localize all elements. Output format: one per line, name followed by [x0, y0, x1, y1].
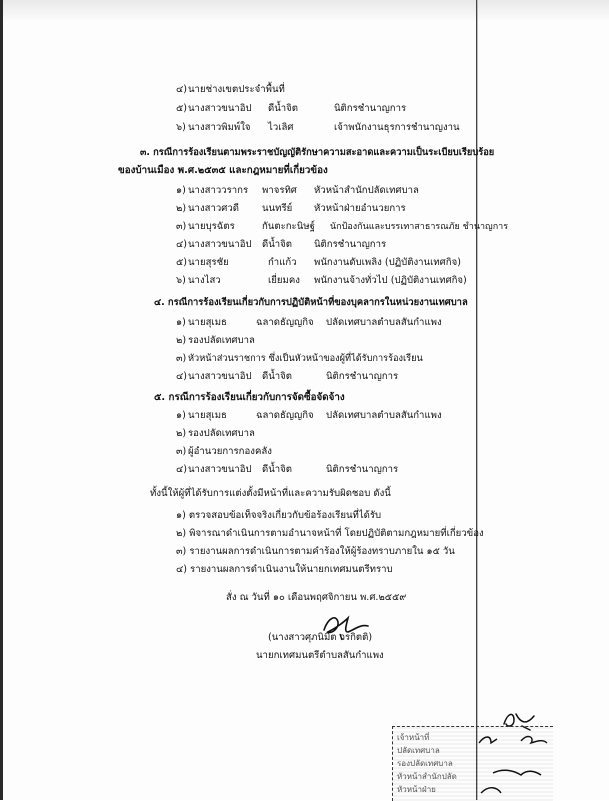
- item-number: ๑): [176, 185, 186, 196]
- list-item: [176, 371, 496, 383]
- duty-item: ๑) ตรวจสอบข้อเท็จจริงเกี่ยวกับข้อร้องเรียนที่ได้รับ: [176, 510, 382, 521]
- duty-item: ๒) พิจารณาดำเนินการตามอำนาจหน้าที่ โดยปฏิบัติตามกฎหมายที่เกี่ยวข้อง: [176, 528, 484, 539]
- section-3-title-line2: ของบ้านเมือง พ.ศ.๒๕๓๕ และกฎหมายที่เกี่ยวข้อง: [118, 165, 328, 176]
- list-item: [176, 239, 496, 251]
- member-name: หัวหน้าส่วนราชการ ซึ่งเป็นหัวหน้าของผู้ที่ได้รับการร้องเรียน: [188, 353, 423, 364]
- member-name: นางสาวศวดี: [188, 203, 239, 214]
- member-position: นิติกรชำนาญการ: [326, 371, 399, 382]
- member-name: นางสาวขนาอิป: [188, 464, 252, 475]
- member-surname: ดีน้ำจิต: [262, 371, 293, 382]
- member-position: นักป้องกันและบรรเทาสาธารณภัย ชำนาญการ: [330, 222, 509, 232]
- list-item: [176, 335, 476, 347]
- item-number: ๕): [176, 257, 188, 268]
- duty-item: ๔) รายงานผลการดำเนินงานให้นายกเทศมนตรีทราบ: [176, 564, 393, 575]
- member-surname: กำแก้ว: [268, 257, 297, 268]
- stamp-line: ปลัดเทศบาล: [397, 746, 440, 755]
- list-item: [176, 275, 496, 287]
- item-number: ๔): [176, 464, 188, 475]
- member-surname: กันตะกะนิษฐ์: [262, 221, 315, 232]
- item-number: ๑): [176, 410, 186, 421]
- member-name: นายสุรชัย: [188, 257, 229, 268]
- member-position: พนักงานดับเพลิง (ปฏิบัติงานเทศกิจ): [314, 257, 461, 268]
- item-number: ๑): [176, 317, 186, 328]
- list-item: [176, 257, 496, 269]
- section-4-title: ๔. กรณีการร้องเรียนเกี่ยวกับการปฏิบัติหน้าที่ของบุคลากรในหน่วยงานเทศบาล: [154, 297, 468, 308]
- section-3-title-line1: ๓. กรณีการร้องเรียนตามพระราชบัญญัติรักษาความสะอาดและความเป็นระเบียบเรียบร้อย: [140, 147, 495, 158]
- scan-left-edge: [0, 0, 3, 800]
- item-number: ๔): [176, 371, 188, 382]
- list-item: [176, 353, 496, 365]
- member-name: นายสุเมธ: [188, 317, 227, 328]
- duty-item: ๓) รายงานผลการดำเนินการตามคำร้องให้ผู้ร้องทราบภายใน ๑๕ วัน: [176, 546, 455, 557]
- item-number: ๒): [176, 203, 187, 214]
- member-name: รองปลัดเทศบาล: [188, 335, 255, 346]
- member-surname: ไวเลิศ: [268, 122, 294, 133]
- member-position: นิติกรชำนาญการ: [334, 103, 407, 114]
- routing-stamp: [392, 726, 553, 801]
- member-surname: เยี่ยมคง: [268, 275, 300, 286]
- member-surname: ฉลาดธัญญกิจ: [256, 317, 314, 328]
- item-number: ๓): [176, 446, 187, 457]
- member-position: พนักงานจ้างทั่วไป (ปฏิบัติงานเทศกิจ): [314, 275, 467, 286]
- order-date-line: สั่ง ณ วันที่ ๑๐ เดือนพฤศจิกายน พ.ศ.๒๕๕๙: [226, 592, 407, 603]
- member-surname: ดีน้ำจิต: [262, 239, 293, 250]
- list-item: [176, 122, 506, 134]
- member-surname: นนทรีย์: [262, 203, 293, 214]
- list-item: [176, 428, 476, 440]
- member-name: นางสาวพิมพ์ใจ: [188, 122, 251, 133]
- member-name: นายช่างเขตประจำพื้นที่: [188, 84, 285, 95]
- item-number: ๓): [176, 353, 187, 364]
- list-item: [176, 410, 496, 422]
- list-item: [176, 446, 476, 458]
- member-name: รองปลัดเทศบาล: [188, 428, 255, 439]
- member-surname: ดีน้ำจิต: [262, 464, 293, 475]
- list-item: [176, 221, 509, 233]
- member-name: นายบุรฉัตร: [188, 221, 235, 232]
- member-name: ผู้อำนวยการกองคลัง: [188, 446, 272, 457]
- section-5-title: ๕. กรณีการร้องเรียนเกี่ยวกับการจัดซื้อจัดจ้าง: [154, 392, 345, 403]
- member-surname: ดีน้ำจิต: [268, 103, 299, 114]
- duties-intro: ทั้งนี้ให้ผู้ที่ได้รับการแต่งตั้งมีหน้าที่และความรับผิดชอบ ดังนี้: [150, 488, 391, 499]
- member-name: นางสาวขนาอิป: [188, 103, 252, 114]
- member-position: ปลัดเทศบาลตำบลสันกำแพง: [326, 410, 442, 421]
- signer-title: นายกเทศมนตรีตำบลสันกำแพง: [256, 650, 384, 661]
- item-number: ๖): [176, 122, 186, 133]
- member-name: นางสาวขนาอิป: [188, 371, 252, 382]
- stamp-line: รองปลัดเทศบาล: [397, 759, 453, 768]
- list-item: [176, 203, 496, 215]
- member-surname: พาจรทิศ: [262, 185, 297, 196]
- member-position: หัวหน้าฝ่ายอำนวยการ: [314, 203, 406, 214]
- item-number: ๓): [176, 221, 187, 232]
- scan-vertical-line-shadow: [477, 0, 478, 800]
- item-number: ๔): [176, 239, 188, 250]
- member-surname: ฉลาดธัญญกิจ: [256, 410, 314, 421]
- list-item: [176, 84, 476, 96]
- member-position: หัวหน้าสำนักปลัดเทศบาล: [314, 185, 419, 196]
- member-position: ปลัดเทศบาลตำบลสันกำแพง: [326, 317, 442, 328]
- list-item: [176, 185, 496, 197]
- list-item: [176, 103, 506, 115]
- item-number: ๒): [176, 335, 187, 346]
- member-position: นิติกรชำนาญการ: [314, 239, 387, 250]
- list-item: [176, 317, 496, 329]
- item-number: ๖): [176, 275, 186, 286]
- item-number: ๔): [176, 84, 188, 95]
- stamp-line: หัวหน้าฝ่าย: [397, 785, 436, 794]
- member-position: นิติกรชำนาญการ: [326, 464, 399, 475]
- stamp-signatures: [471, 729, 551, 799]
- member-name: นางสาววรากร: [188, 185, 249, 196]
- member-name: นางสาวขนาอิป: [188, 239, 252, 250]
- member-name: นายสุเมธ: [188, 410, 227, 421]
- stamp-line: เจ้าหน้าที่: [397, 733, 430, 742]
- scan-top-shade: [0, 0, 609, 22]
- member-name: นางไสว: [188, 275, 221, 286]
- stamp-line: หัวหน้าสำนักปลัด: [397, 772, 457, 781]
- list-item: [176, 464, 496, 476]
- item-number: ๒): [176, 428, 187, 439]
- signer-name: (นางสาวศุภนิมิต วรกิตติ): [268, 632, 373, 643]
- item-number: ๕): [176, 103, 188, 114]
- member-position: เจ้าพนักงานธุรการชำนาญงาน: [334, 122, 460, 133]
